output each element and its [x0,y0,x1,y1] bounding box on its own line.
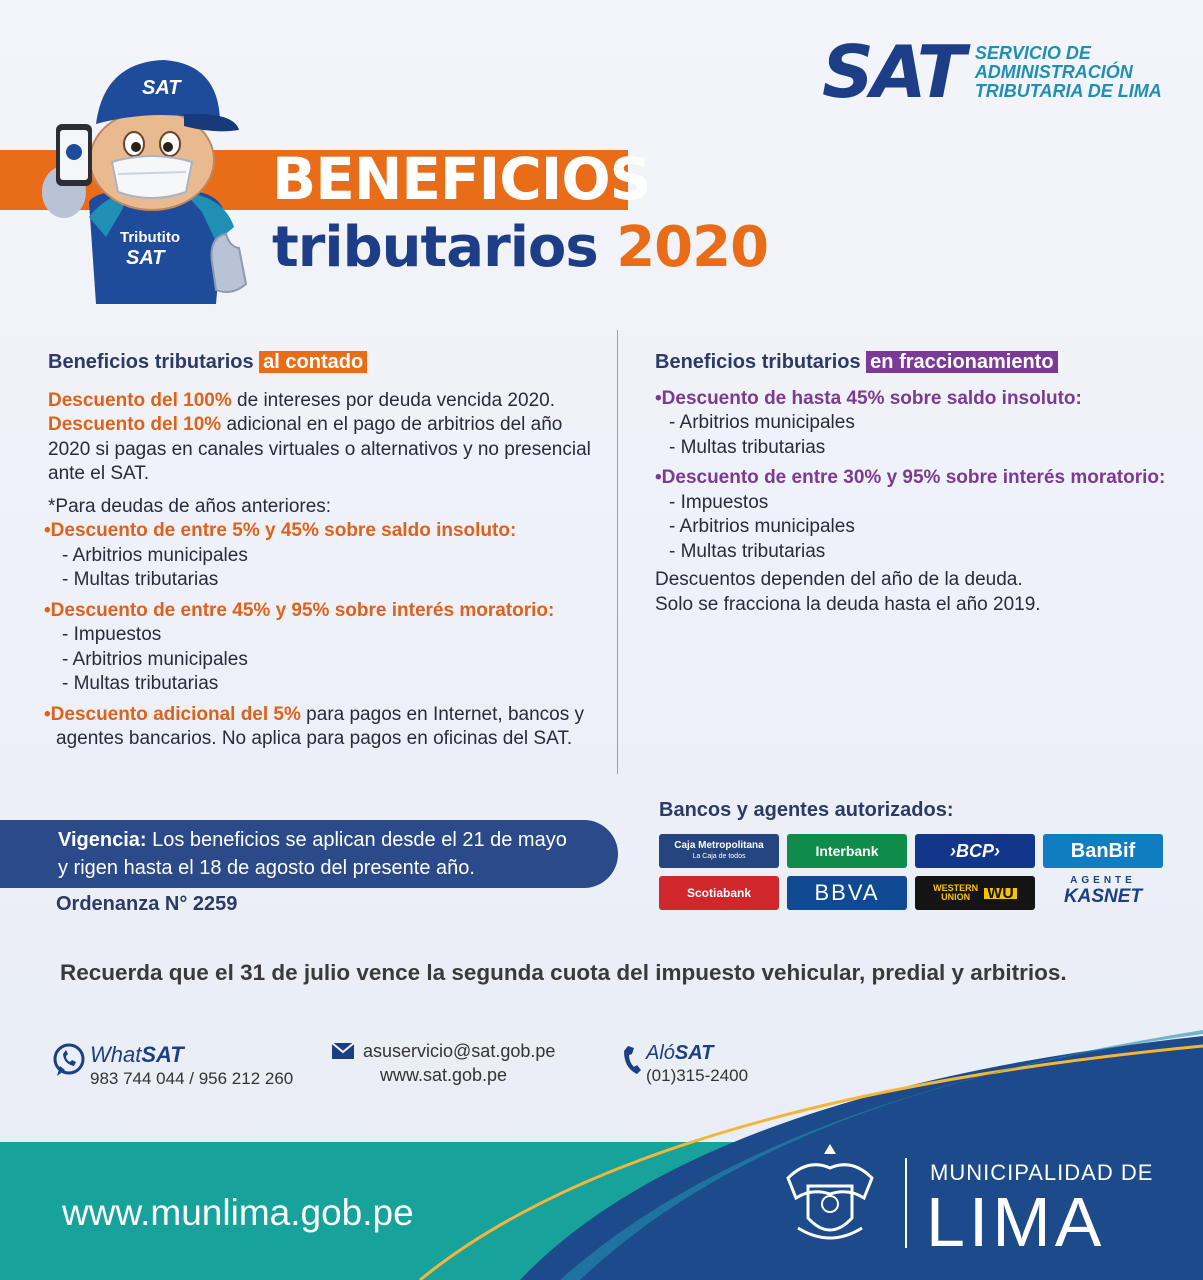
email-link[interactable]: asuservicio@sat.gob.pe [363,1041,556,1061]
fracc-note-2: Solo se fracciona la deuda hasta el año 2019. [655,593,1041,615]
bank-kasnet: AGENTE KASNET [1063,875,1143,907]
reminder-text: Recuerda que el 31 de julio vence la segunda cuota del impuesto vehicular, predial y arbitrios. [60,960,1067,985]
sat-logo [822,30,1162,114]
alosat-phone[interactable]: (01)315-2400 [646,1066,749,1085]
website-link[interactable]: www.sat.gob.pe [380,1065,508,1085]
mascot-shirt-line1: Tributito [120,229,180,246]
bank-bcp: ›BCP› [915,834,1035,868]
bank-interbank: Interbank [787,834,907,868]
contado-paragraph-2: Descuento del 10% adicional en el pago de arbitrios del año 2020 si pagas en canales virtuales o alternativos y no presencial ante el SAT. [48,414,591,484]
whatsapp-icon [52,1042,86,1078]
contado-bullet-2-item: - Impuestos [62,624,162,645]
fracc-bullet-2: •Descuento de entre 30% y 95% sobre interés moratorio: [655,467,1166,488]
municipalidad-label: MUNICIPALIDAD DE [930,1160,1154,1185]
banks-title: Bancos y agentes autorizados: [659,799,954,821]
whatsat-brand: WhatSAT [90,1042,184,1067]
lima-label: LIMA [926,1183,1106,1261]
fraccionamiento-heading: Beneficios tributarios en fraccionamiento [655,350,1175,375]
phone-icon [622,1042,642,1076]
page-title-year: 2020 [616,215,769,280]
alosat-brand: AlóSAT [646,1042,714,1064]
contado-bullet-2-item: - Arbitrios municipales [62,648,248,670]
contact-alosat [622,1042,748,1087]
footer-divider [905,1158,907,1248]
tributito-mascot [34,52,254,307]
sat-logo-text: SERVICIO DE ADMINISTRACIÓN TRIBUTARIA DE LIMA [974,42,1162,101]
contado-note: *Para deudas de años anteriores: [48,495,332,517]
fracc-bullet-1-item: - Arbitrios municipales [669,412,855,433]
vigencia-banner: Vigencia: Los beneficios se aplican desde el 21 de mayo y rigen hasta el 18 de agosto del presente año. [0,820,618,888]
bank-bbva: BBVA [787,876,907,910]
contado-heading: Beneficios tributarios al contado [48,350,608,375]
lima-crest-icon [778,1138,882,1250]
bank-scotiabank: Scotiabank [659,876,779,910]
bank-western-union: WESTERN UNION WU [915,876,1035,910]
bank-caja-metropolitana: Caja Metropolitana La Caja de todos [659,834,779,868]
fracc-bullet-1: •Descuento de hasta 45% sobre saldo insoluto: [655,387,1082,409]
contado-bullet-1-item: - Arbitrios municipales [62,544,248,566]
contado-bullet-2-item: - Multas tributarias [62,673,219,694]
mail-icon [332,1043,354,1059]
fracc-bullet-1-item: - Multas tributarias [669,436,826,458]
fracc-bullet-2-item: - Arbitrios municipales [669,516,855,537]
contado-bullet-1-item: - Multas tributarias [62,569,219,590]
contado-tag: al contado [259,351,367,373]
page-title-line1: BENEFICIOS [272,145,651,213]
fracc-bullet-2-item: - Impuestos [669,491,769,513]
footer-url[interactable]: www.munlima.gob.pe [62,1192,414,1233]
fraccionamiento-tag: en fraccionamiento [866,351,1057,373]
contado-bullet-3: •Descuento adicional del 5% para pagos en Internet, bancos y agentes bancarios. No aplica para pagos en oficinas del SAT. [44,703,584,749]
fraccionamiento-section [655,350,1175,617]
whatsat-phones[interactable]: 983 744 044 / 956 212 260 [90,1069,294,1088]
contact-whatsat [52,1042,293,1090]
fracc-bullet-2-item: - Multas tributarias [669,540,826,562]
bank-banbif: BanBif [1043,834,1163,868]
column-divider [617,330,618,774]
ordenanza-label: Ordenanza N° 2259 [56,893,238,915]
contact-email [332,1040,555,1086]
contado-paragraph-1: Descuento del 100% de intereses por deuda vencida 2020. [48,389,555,411]
sat-logo-acronym: SAT [822,30,963,114]
contado-bullet-1: •Descuento de entre 5% y 45% sobre saldo insoluto: [44,520,517,541]
mascot-cap-text: SAT [142,77,181,99]
fracc-note-1: Descuentos dependen del año de la deuda. [655,569,1023,590]
contado-bullet-2: •Descuento de entre 45% y 95% sobre interés moratorio: [44,599,555,621]
page-title-line2: tributarios 2020 [272,215,769,280]
contado-section [44,350,608,752]
mascot-shirt-line2: SAT [126,247,165,269]
